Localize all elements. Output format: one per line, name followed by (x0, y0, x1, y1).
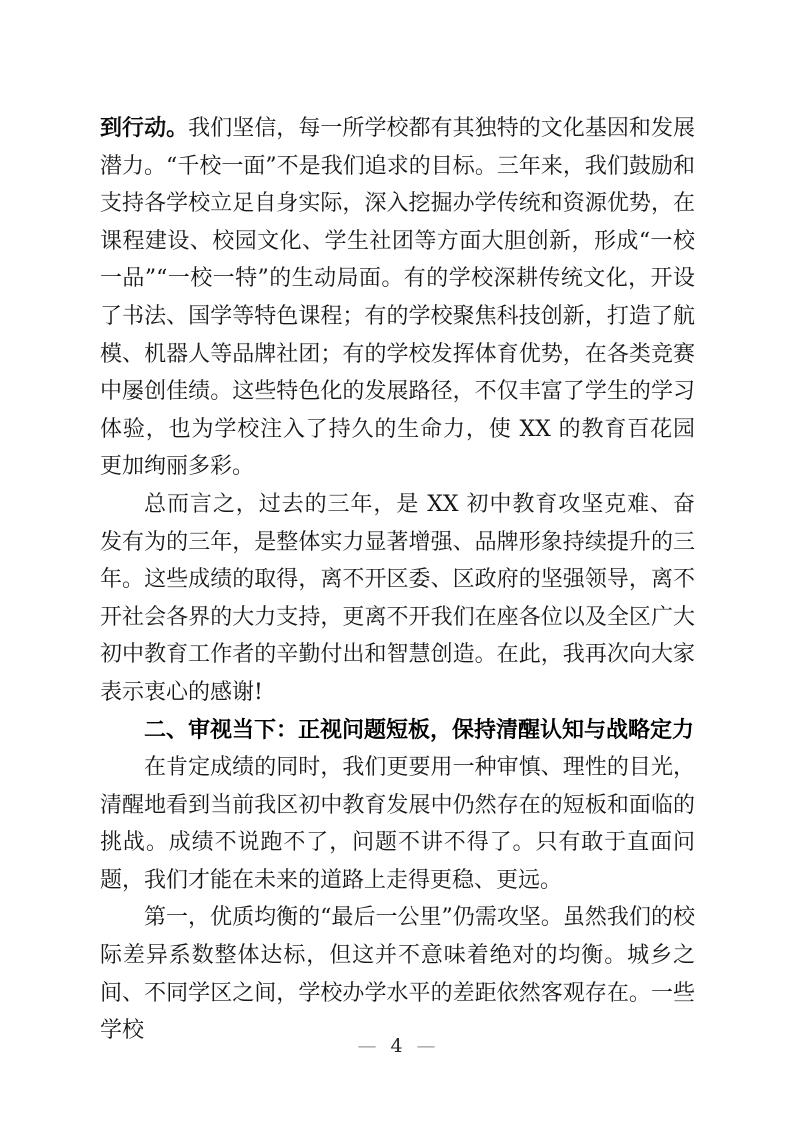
section-heading-2: 二、审视当下：正视问题短板，保持清醒认知与战略定力 (144, 717, 695, 743)
bold-lead-in-text: 到行动。 (100, 115, 189, 141)
page-number: 4 (390, 1035, 403, 1057)
footer-dash-left: — (357, 1035, 377, 1057)
paragraph-continuation (100, 110, 695, 486)
paragraph-first-issue: 第一，优质均衡的“最后一公里”仍需攻坚。虽然我们的校际差异系数整体达标，但这并不意味着绝对的均衡。城乡之间、不同学区之间，学校办学水平的差距依然客观存在。一些学校 (100, 905, 695, 1044)
page-footer (0, 1034, 793, 1058)
paragraph-continuation-text: 我们坚信，每一所学校都有其独特的文化基因和发展潜力。“千校一面”不是我们追求的目标。三年来，我们鼓励和支持各学校立足自身实际，深入挖掘办学传统和资源优势，在课程建设、校园文化、学生社团等方面大胆创新，形成“一校一品”“一校一特”的生动局面。有的学校深耕传统文化，开设了书法、国学等特色课程；有的学校聚焦科技创新，打造了航模、机器人等品牌社团；有的学校发挥体育优势，在各类竞赛中屡创佳绩。这些特色化的发展路径，不仅丰富了学生的学习体验，也为学校注入了持久的生命力，使 XX 的教育百花园更加绚丽多彩。 (100, 116, 695, 480)
paragraph-problems-intro: 在肯定成绩的同时，我们更要用一种审慎、理性的目光，清醒地看到当前我区初中教育发展中仍然存在的短板和面临的挑战。成绩不说跑不了，问题不讲不得了。只有敢于直面问题，我们才能在未来的道路上走得更稳、更远。 (100, 755, 695, 893)
footer-dash-right: — (416, 1035, 436, 1057)
document-body (100, 110, 695, 1050)
paragraph-summary: 总而言之，过去的三年，是 XX 初中教育攻坚克难、奋发有为的三年，是整体实力显著增强、品牌形象持续提升的三年。这些成绩的取得，离不开区委、区政府的坚强领导，离不开社会各界的大力支持，更离不开我们在座各位以及全区广大初中教育工作者的辛勤付出和智慧创造。在此，我再次向大家表示衷心的感谢! (100, 491, 695, 705)
